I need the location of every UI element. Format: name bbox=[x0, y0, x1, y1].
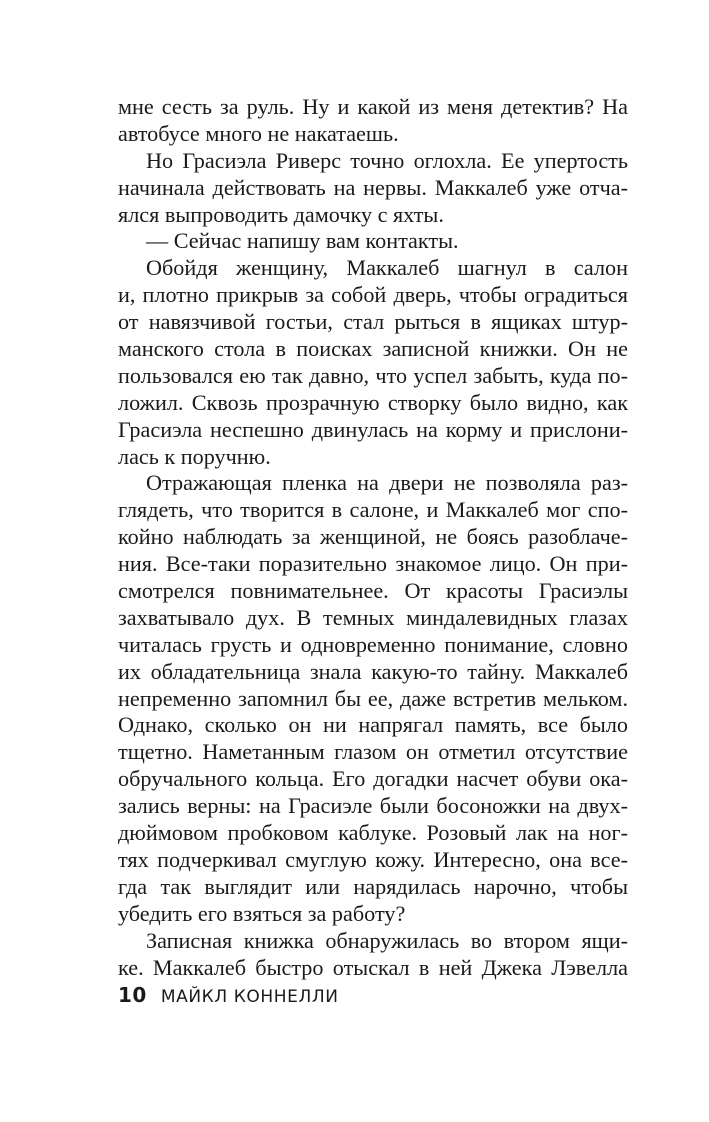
text-line: обручального кольца. Его догадки насчет обуви ока- bbox=[118, 766, 628, 792]
text-line: глядеть, что творится в салоне, и Маккалеб мог спо- bbox=[118, 497, 628, 523]
text-line: зались верны: на Грасиэле были босоножки на двух- bbox=[118, 793, 628, 819]
text-line: ке. Маккалеб быстро отыскал в ней Джека Лэвелла bbox=[118, 954, 628, 980]
text-line: Отражающая пленка на двери не позволяла раз- bbox=[146, 470, 628, 496]
text-line: Записная книжка обнаружилась во втором ящи- bbox=[146, 927, 628, 953]
text-line: ялся выпроводить дамочку с яхты. bbox=[118, 201, 444, 227]
text-line: ложил. Сквозь прозрачную створку было видно, как bbox=[118, 389, 628, 415]
text-line: гда так выглядит или нарядилась нарочно, чтобы bbox=[118, 873, 628, 899]
text-line: и, плотно прикрыв за собой дверь, чтобы оградиться bbox=[118, 282, 628, 308]
running-head: МАЙКЛ КОННЕЛЛИ bbox=[160, 987, 339, 1007]
text-line: тщетно. Наметанным глазом он отметил отсутствие bbox=[118, 739, 628, 765]
text-line: Но Грасиэла Риверс точно оглохла. Ее упертость bbox=[146, 147, 628, 173]
text-line: дюймовом пробковом каблуке. Розовый лак на ног- bbox=[118, 820, 628, 846]
page-number: 10 bbox=[118, 983, 147, 1007]
text-line: — Сейчас напишу вам контакты. bbox=[146, 228, 459, 254]
text-line: мне сесть за руль. Ну и какой из меня детектив? На bbox=[118, 94, 628, 119]
text-line: непременно запомнил бы ее, даже встретив мельком. bbox=[118, 685, 628, 711]
page-footer bbox=[118, 983, 339, 1011]
text-line: тях подчеркивал смуглую кожу. Интересно, она все- bbox=[118, 846, 628, 872]
text-line: Обойдя женщину, Маккалеб шагнул в салон bbox=[146, 255, 628, 281]
text-line: убедить его взяться за работу? bbox=[118, 900, 406, 926]
text-line: читалась грусть и одновременно понимание, словно bbox=[118, 631, 628, 657]
text-line: Грасиэла неспешно двинулась на корму и прислони- bbox=[118, 416, 628, 442]
text-line: Однако, сколько он ни напрягал память, все было bbox=[118, 712, 628, 738]
text-line: от навязчивой гостьи, стал рыться в ящиках штур- bbox=[118, 309, 628, 335]
text-line: начинала действовать на нервы. Маккалеб уже отча- bbox=[118, 174, 628, 200]
text-line: ния. Все-таки поразительно знакомое лицо. Он при- bbox=[118, 551, 628, 577]
body-text bbox=[118, 94, 628, 981]
text-line: манского стола в поисках записной книжки. Он не bbox=[118, 336, 628, 362]
text-line: автобусе много не накатаешь. bbox=[118, 120, 399, 146]
text-line: захватывало дух. В темных миндалевидных глазах bbox=[118, 604, 628, 630]
text-line: их обладательница знала какую-то тайну. Маккалеб bbox=[118, 658, 628, 684]
text-line: лась к поручню. bbox=[118, 443, 271, 469]
text-line: койно наблюдать за женщиной, не боясь разоблаче- bbox=[118, 524, 628, 550]
text-line: смотрелся повнимательнее. От красоты Грасиэлы bbox=[118, 578, 628, 604]
text-line: пользовался ею так давно, что успел забыть, куда по- bbox=[118, 362, 628, 388]
